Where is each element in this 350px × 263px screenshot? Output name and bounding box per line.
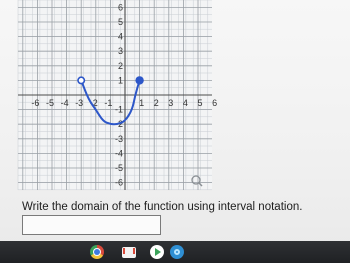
y-tick-label: 6 [117, 2, 123, 13]
meet-icon[interactable] [170, 245, 184, 259]
gmail-icon[interactable] [122, 247, 136, 258]
x-tick-label: 2 [153, 98, 159, 108]
x-tick-label: 4 [182, 98, 188, 108]
right-endpoint-closed [136, 77, 143, 84]
x-tick-label: -5 [45, 98, 55, 108]
answer-input[interactable] [23, 217, 168, 235]
x-tick-label: 6 [212, 98, 218, 108]
answer-input-box[interactable] [22, 215, 161, 235]
y-tick-label: -3 [114, 133, 123, 144]
play-store-icon[interactable] [150, 245, 164, 259]
y-tick-label: 2 [117, 60, 123, 71]
y-tick-label: -4 [114, 148, 123, 159]
y-tick-label: -2 [114, 119, 123, 130]
question-text: Write the domain of the function using interval notation. [22, 201, 303, 213]
y-tick-label: 1 [117, 75, 123, 86]
graph-svg [0, 0, 220, 195]
x-tick-label: -6 [31, 98, 40, 108]
y-tick-label: 3 [117, 46, 123, 57]
taskbar [0, 241, 350, 263]
chrome-icon[interactable] [90, 245, 104, 259]
x-tick-label: -2 [89, 98, 98, 108]
y-tick-label: 4 [117, 31, 123, 42]
x-tick-label: 1 [139, 98, 145, 108]
y-tick-label: 5 [117, 17, 123, 27]
x-tick-label: -4 [60, 98, 69, 108]
y-tick-label: -1 [114, 104, 123, 115]
y-tick-label: -5 [114, 163, 123, 173]
x-tick-label: -3 [75, 98, 84, 108]
x-tick-label: 5 [197, 98, 203, 108]
left-endpoint-open [78, 77, 84, 83]
y-tick-label: -6 [114, 177, 123, 188]
function-graph [0, 0, 220, 195]
x-tick-label: -1 [104, 98, 113, 108]
x-tick-label: 3 [168, 98, 174, 108]
